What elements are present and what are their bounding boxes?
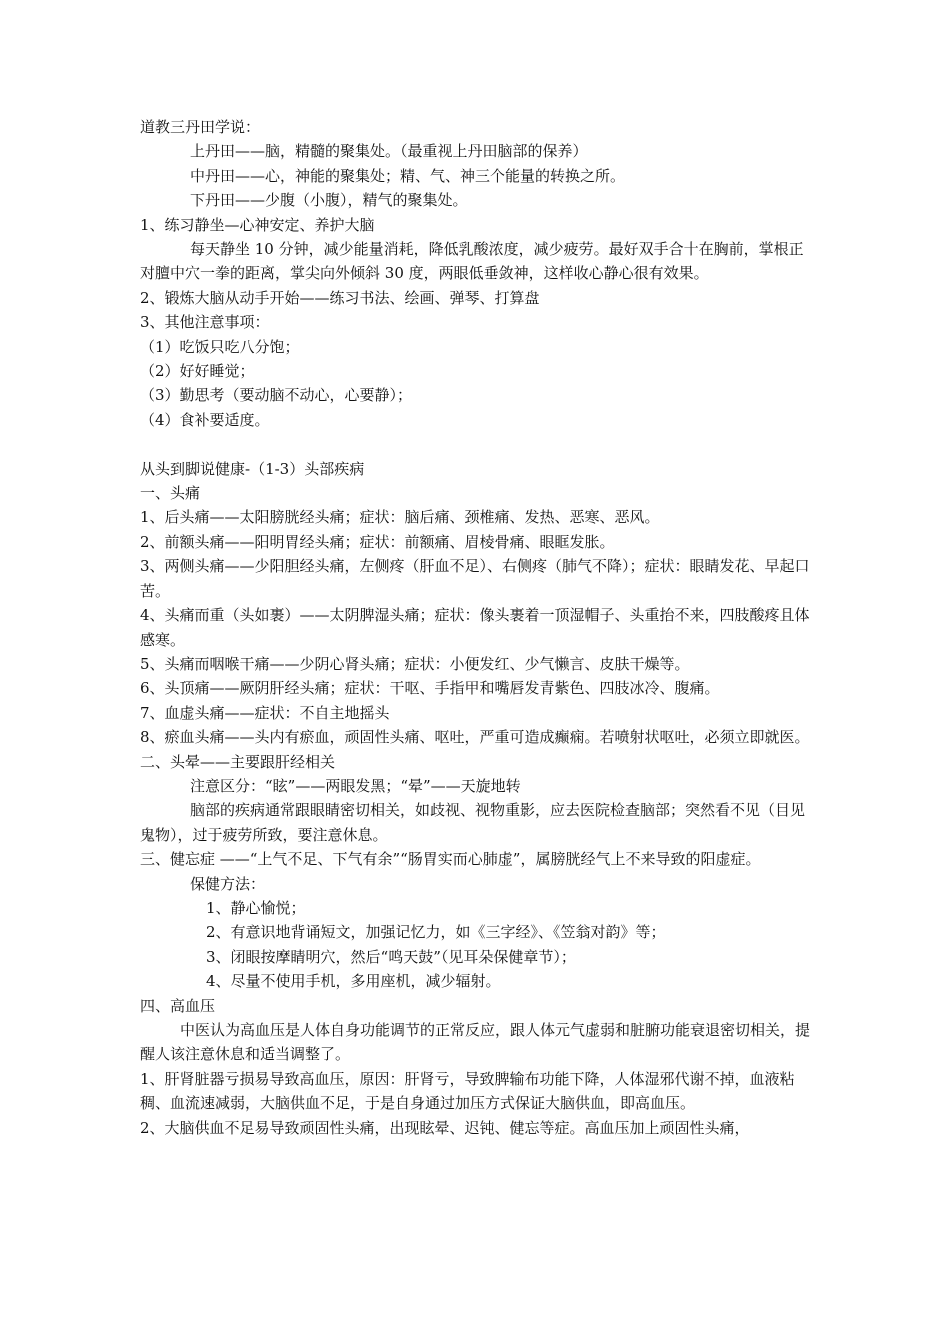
note-3: （3）勤思考（要动脑不动心，心要静）； [140, 386, 413, 405]
headache-item-6: 6、头顶痛——厥阴肝经头痛；症状：干呕、手指甲和嘴唇发青紫色、四肢冰冷、腹痛。 [140, 679, 720, 698]
amnesia-care-heading: 保健方法： [190, 874, 266, 893]
amnesia-care-2: 2、有意识地背诵短文，加强记忆力，如《三字经》、《笠翁对韵》等； [206, 923, 666, 942]
headache-item-1: 1、后头痛——太阳膀胱经头痛；症状：脑后痛、颈椎痛、发热、恶寒、恶风。 [140, 508, 660, 527]
heading-dizziness: 二、头晕——主要跟肝经相关 [140, 752, 336, 771]
headache-item-4: 4、头痛而重（头如裹）——太阴脾湿头痛；症状：像头裹着一顶湿帽子、头重抬不来，四肢酸疼且体感寒。 [140, 606, 810, 649]
dizziness-text: 脑部的疾病通常跟眼睛密切相关，如歧视、视物重影，应去医院检查脑部；突然看不见（目见鬼物），过于疲劳所致，要注意休息。 [140, 801, 806, 844]
dantian-lower: 下丹田——少腹（小腹），精气的聚集处。 [190, 191, 468, 210]
point-2-heading: 2、锻炼大脑从动手开始——练习书法、绘画、弹琴、打算盘 [140, 288, 540, 307]
hypertension-text: 中医认为高血压是人体自身功能调节的正常反应，跟人体元气虚弱和脏腑功能衰退密切相关，提醒人该注意休息和适当调整了。 [140, 1021, 811, 1064]
heading-hypertension: 四、高血压 [140, 996, 216, 1015]
headache-item-7: 7、血虚头痛——症状：不自主地摇头 [140, 703, 390, 722]
dantian-middle: 中丹田——心，神能的聚集处；精、气、神三个能量的转换之所。 [190, 166, 626, 185]
section-title-dantian: 道教三丹田学说： [140, 118, 261, 136]
headache-item-2: 2、前额头痛——阳明胃经头痛；症状：前额痛、眉棱骨痛、眼眶发胀。 [140, 532, 615, 551]
headache-item-3: 3、两侧头痛——少阳胆经头痛，左侧疼（肝血不足）、右侧疼（肺气不降）；症状：眼睛发花、早起口苦。 [140, 557, 810, 600]
point-3-heading: 3、其他注意事项： [140, 313, 270, 332]
hypertension-item-2: 2、大脑供血不足易导致顽固性头痛，出现眩晕、迟钝、健忘等症。高血压加上顽固性头痛， [140, 1118, 750, 1137]
note-4: （4）食补要适度。 [140, 410, 270, 429]
heading-amnesia: 三、健忘症 ——“上气不足、下气有余”“肠胃实而心肺虚”，属膀胱经气上不来导致的阳虚症。 [140, 850, 761, 869]
amnesia-care-3: 3、闭眼按摩睛明穴，然后“鸣天鼓”（见耳朵保健章节）； [206, 947, 576, 966]
hypertension-item-1: 1、肝肾脏器亏损易导致高血压，原因：肝肾亏，导致脾输布功能下降，人体湿邪代谢不掉，血液粘稠、血流速减弱，大脑供血不足，于是自身通过加压方式保证大脑供血，即高血压。 [140, 1069, 795, 1113]
amnesia-care-4: 4、尽量不使用手机，多用座机，减少辐射。 [206, 972, 501, 991]
section-title-head-diseases: 从头到脚说健康-（1-3）头部疾病 [140, 459, 365, 478]
dantian-upper: 上丹田——脑，精髓的聚集处。（最重视上丹田脑部的保养） [190, 142, 588, 161]
heading-headache: 一、头痛 [140, 484, 201, 503]
headache-item-5: 5、头痛而咽喉干痛——少阴心肾头痛；症状：小便发红、少气懒言、皮肤干燥等。 [140, 654, 690, 673]
document-body [140, 115, 815, 1140]
amnesia-care-1: 1、静心愉悦； [206, 898, 306, 917]
point-1-text: 每天静坐 10 分钟，减少能量消耗，降低乳酸浓度，减少疲劳。最好双手合十在胸前，掌根正对膻中穴一拳的距离，掌尖向外倾斜 30 度，两眼低垂敛神，这样收心静心很有效果。 [140, 240, 804, 283]
blank-line [140, 432, 815, 456]
dizziness-note: 注意区分：“眩”——两眼发黑；“晕”——天旋地转 [190, 776, 521, 795]
note-2: （2）好好睡觉； [140, 362, 255, 381]
headache-item-8: 8、瘀血头痛——头内有瘀血，顽固性头痛、呕吐，严重可造成癫痫。若喷射状呕吐，必须立即就医。 [140, 728, 810, 747]
note-1: （1）吃饭只吃八分饱； [140, 337, 300, 356]
point-1-heading: 1、练习静坐—心神安定、养护大脑 [140, 215, 375, 234]
